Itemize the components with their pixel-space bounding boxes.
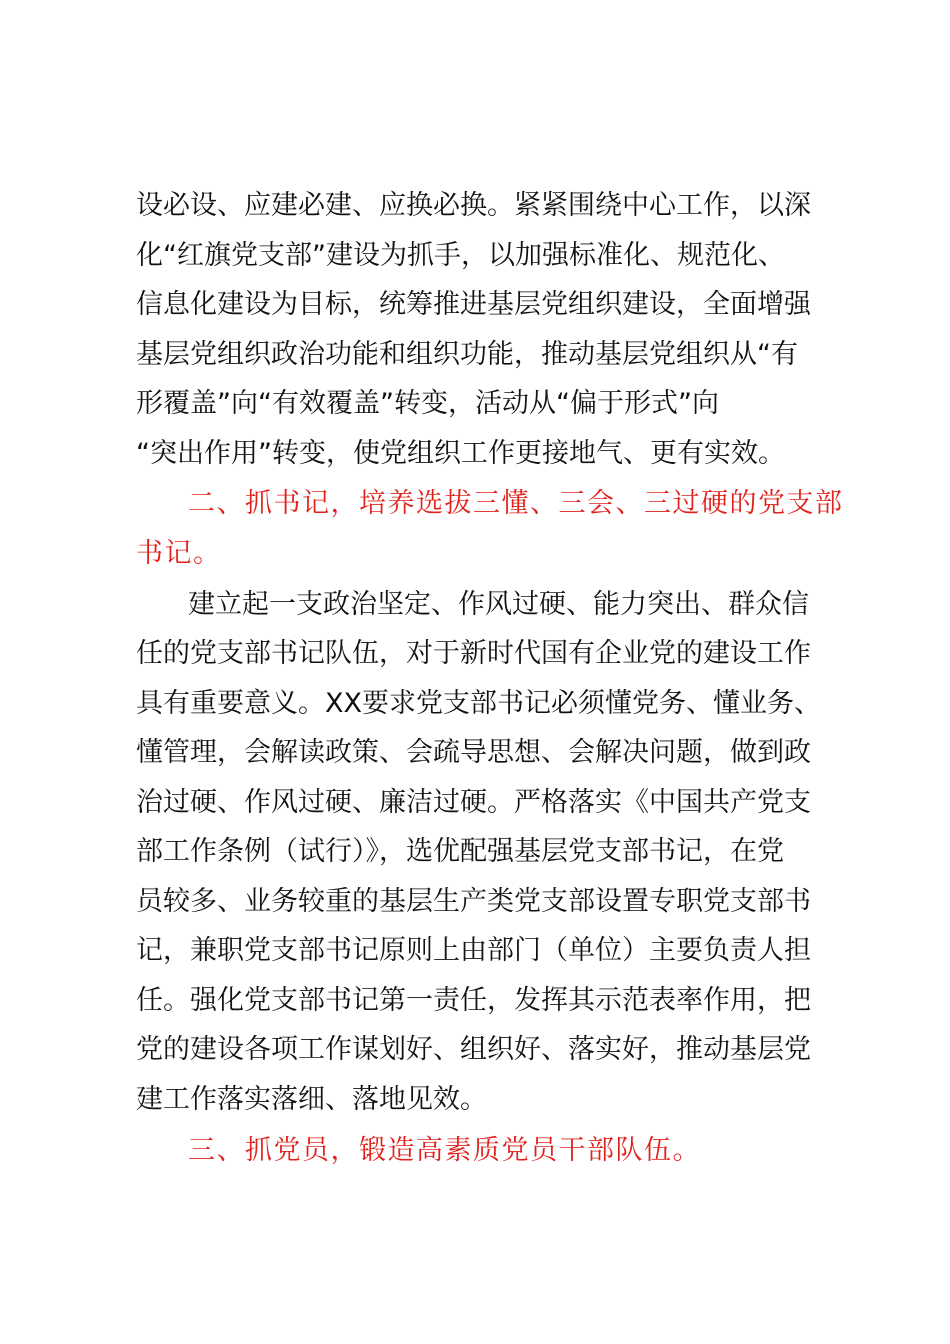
intro-line-5: 形覆盖”向“有效覆盖”转变，活动从“偏于形式”向 xyxy=(136,388,719,419)
section-heading-two-line-2: 书记。 xyxy=(136,538,222,569)
body-line-11: 建工作落实落细、落地见效。 xyxy=(136,1084,487,1115)
body-line-9: 任。强化党支部书记第一责任，发挥其示范表率作用，把 xyxy=(136,985,811,1016)
body-line-3: 具有重要意义。XX要求党支部书记必须懂党务、懂业务、 xyxy=(136,688,821,719)
body-line-7: 员较多、业务较重的基层生产类党支部设置专职党支部书 xyxy=(136,886,811,917)
body-line-8: 记，兼职党支部书记原则上由部门（单位）主要负责人担 xyxy=(136,935,811,966)
section-heading-three: 三、抓党员，锻造高素质党员干部队伍。 xyxy=(188,1135,701,1166)
body-line-2: 任的党支部书记队伍，对于新时代国有企业党的建设工作 xyxy=(136,638,811,669)
body-line-5: 治过硬、作风过硬、廉洁过硬。严格落实《中国共产党支 xyxy=(136,787,811,818)
intro-line-1: 设必设、应建必建、应换必换。紧紧围绕中心工作，以深 xyxy=(136,190,811,221)
body-line-6: 部工作条例（试行）》，选优配强基层党支部书记，在党 xyxy=(136,836,784,867)
body-line-4: 懂管理，会解读政策、会疏导思想、会解决问题，做到政 xyxy=(136,737,811,768)
body-line-10: 党的建设各项工作谋划好、组织好、落实好，推动基层党 xyxy=(136,1034,811,1065)
body-line-1: 建立起一支政治坚定、作风过硬、能力突出、群众信 xyxy=(188,589,809,620)
intro-line-4: 基层党组织政治功能和组织功能，推动基层党组织从“有 xyxy=(136,339,798,370)
intro-line-2: 化“红旗党支部”建设为抓手，以加强标准化、规范化、 xyxy=(136,240,785,271)
intro-line-3: 信息化建设为目标，统筹推进基层党组织建设，全面增强 xyxy=(136,289,811,320)
section-heading-two-line-1: 二、抓书记，培养选拔三懂、三会、三过硬的党支部 xyxy=(188,488,844,519)
intro-line-6: “突出作用”转变，使党组织工作更接地气、更有实效。 xyxy=(136,438,785,469)
